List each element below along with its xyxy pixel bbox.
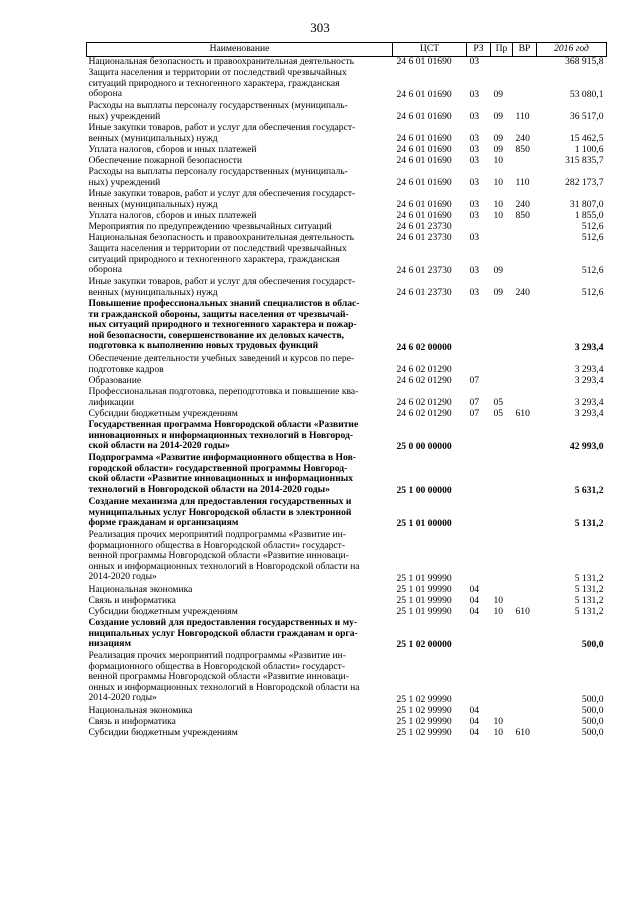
row-vr [513, 618, 537, 651]
row-vr [513, 354, 537, 376]
header-pr: Пр [491, 43, 513, 57]
row-cst: 25 1 01 99990 [396, 584, 452, 596]
row-cst: 25 1 01 99990 [396, 595, 452, 607]
row-cst: 25 1 00 00000 [396, 485, 452, 497]
row-vr [513, 244, 537, 277]
row-name [87, 299, 393, 354]
row-cst: 24 6 02 01290 [396, 364, 452, 376]
row-name-line: ской области «Развитие инновационных и информационных [88, 473, 354, 485]
row-sum: 512,6 [581, 221, 604, 233]
row-sum: 282 173,7 [565, 177, 604, 189]
row-cst: 25 1 02 99990 [396, 694, 452, 706]
row-pr: 10 [493, 606, 504, 618]
row-vr: 110 [515, 111, 530, 123]
row-vr [513, 530, 537, 585]
row-pr: 05 [493, 408, 504, 420]
row-sum: 500,0 [581, 727, 604, 739]
row-rz: 04 [469, 727, 480, 739]
row-sum: 512,6 [581, 232, 604, 244]
row-rz: 03 [469, 89, 480, 101]
row-rz [467, 530, 491, 585]
row-name-line: венных (муниципальных) нужд [88, 286, 218, 298]
row-pr [491, 233, 513, 244]
row-pr: 09 [493, 133, 504, 145]
header-name: Наименование [87, 43, 393, 57]
row-sum: 315 835,7 [565, 155, 604, 167]
row-sum: 5 131,2 [574, 595, 604, 607]
row-rz: 03 [469, 210, 480, 222]
row-sum: 500,0 [581, 716, 604, 728]
table-row [87, 618, 607, 651]
row-sum: 512,6 [581, 287, 604, 299]
row-rz: 03 [469, 56, 480, 68]
row-name-line: Национальная безопасность и правоохранительная деятельность [88, 56, 354, 67]
row-name-line: Связь и информатика [88, 716, 176, 727]
row-rz [467, 354, 491, 376]
table-row [87, 420, 607, 453]
row-vr [513, 387, 537, 409]
row-name-line: Государственная программа Новгородской области «Развитие [88, 419, 359, 430]
row-rz [467, 420, 491, 453]
table-row [87, 123, 607, 145]
row-pr [491, 222, 513, 233]
row-name [87, 618, 393, 651]
row-pr [491, 651, 513, 706]
row-rz: 03 [469, 232, 480, 244]
table-body [87, 57, 607, 740]
row-sum: 368 915,8 [565, 56, 604, 68]
row-cst: 25 1 01 99990 [396, 606, 452, 618]
row-name [87, 277, 393, 299]
row-vr [513, 299, 537, 354]
header-vr: ВР [513, 43, 537, 57]
table-row [87, 530, 607, 585]
row-name-line: ных) учреждений [88, 110, 161, 122]
row-cst: 24 6 01 01690 [396, 56, 452, 68]
row-pr [491, 299, 513, 354]
row-cst: 25 0 00 00000 [396, 441, 452, 453]
row-name-line: Иные закупки товаров, работ и услуг для обеспечения государст- [88, 276, 356, 287]
row-name-line: формационного общества в Новгородской области» государст- [88, 660, 346, 672]
row-sum: 1 855,0 [574, 210, 604, 222]
row-vr: 240 [515, 199, 530, 211]
row-rz [467, 497, 491, 530]
row-cst: 24 6 01 01690 [396, 210, 452, 222]
row-rz: 07 [469, 408, 480, 420]
row-cst: 24 6 01 01690 [396, 199, 452, 211]
row-rz: 03 [469, 111, 480, 123]
row-name-line: Уплата налогов, сборов и иных платежей [88, 210, 257, 221]
row-name-line: оборона [88, 264, 122, 276]
row-pr: 10 [493, 155, 504, 167]
row-name [87, 728, 393, 739]
row-pr: 10 [493, 210, 504, 222]
row-sum: 36 517,0 [569, 111, 604, 123]
row-name-line: Реализация прочих мероприятий подпрограммы «Развитие ин- [88, 529, 346, 540]
table-row [87, 354, 607, 376]
row-name-line: Расходы на выплаты персоналу государственных (муниципаль- [88, 100, 348, 111]
row-name-line: Образование [88, 375, 142, 386]
row-name-line: венной программы Новгородской области «Развитие инноваци- [88, 550, 349, 562]
table-row [87, 244, 607, 277]
row-name-line: подготовке кадров [88, 363, 164, 375]
table-row [87, 68, 607, 101]
row-name-line: формационного общества в Новгородской области» государст- [88, 539, 346, 551]
row-name-line: Национальная экономика [88, 584, 193, 595]
row-name-line: 2014-2020 годы» [88, 571, 157, 583]
row-pr [491, 706, 513, 717]
row-sum: 53 080,1 [569, 89, 604, 101]
row-name-line: онных и информационных технологий в Новгородской области на [88, 681, 360, 693]
row-cst: 24 6 01 23730 [396, 221, 452, 233]
row-rz [467, 299, 491, 354]
row-sum: 500,0 [581, 639, 604, 651]
row-name-line: Иные закупки товаров, работ и услуг для обеспечения государст- [88, 188, 356, 199]
row-rz [467, 453, 491, 497]
row-sum: 3 293,4 [574, 408, 604, 420]
row-vr: 610 [515, 727, 530, 739]
row-name-line: Обеспечение деятельности учебных заведений и курсов по пере- [88, 353, 355, 364]
row-name-line: Субсидии бюджетным учреждениям [88, 606, 238, 617]
row-sum: 5 131,2 [574, 518, 604, 530]
row-pr [491, 453, 513, 497]
row-pr: 09 [493, 111, 504, 123]
row-name-line: ти гражданской обороны, защиты населения от чрезвычай- [88, 308, 349, 320]
row-cst: 25 1 02 00000 [396, 639, 452, 651]
row-name [87, 354, 393, 376]
row-name-line: онных и информационных технологий в Новгородской области на [88, 560, 360, 572]
row-sum: 3 293,4 [574, 375, 604, 387]
row-rz [467, 222, 491, 233]
row-sum: 3 293,4 [574, 364, 604, 376]
row-name-line: технологий в Новгородской области на 2014-2020 годы» [88, 483, 330, 495]
row-sum: 31 807,0 [569, 199, 604, 211]
row-name-line: Национальная безопасность и правоохранительная деятельность [88, 232, 354, 243]
row-vr [513, 156, 537, 167]
row-name-line: низациям [88, 638, 131, 650]
row-rz: 04 [469, 705, 480, 717]
row-cst: 24 6 02 01290 [396, 408, 452, 420]
row-cst: 24 6 01 23730 [396, 232, 452, 244]
row-name-line: Создание условий для предоставления государственных и му- [88, 617, 358, 628]
row-pr [491, 420, 513, 453]
row-name-line: ных) учреждений [88, 176, 161, 188]
row-sum: 3 293,4 [574, 397, 604, 409]
row-name-line: Мероприятия по предупреждению чрезвычайных ситуаций [88, 221, 332, 232]
row-name [87, 167, 393, 189]
row-name-line: форме гражданам и организациям [88, 517, 239, 529]
row-name [87, 387, 393, 409]
row-sum: 5 131,2 [574, 584, 604, 596]
row-name-line: Повышение профессиональных знаний специалистов в облас- [88, 298, 360, 309]
row-rz: 03 [469, 287, 480, 299]
row-name-line: ситуаций природного и техногенного характера, гражданская [88, 77, 340, 89]
row-name-line: Подпрограмма «Развитие информационного общества в Нов- [88, 452, 356, 463]
row-name [87, 123, 393, 145]
row-cst: 25 1 02 99990 [396, 705, 452, 717]
row-pr [491, 376, 513, 387]
row-vr [513, 596, 537, 607]
row-name-line: ской области на 2014-2020 годы» [88, 440, 230, 452]
row-name-line: венных (муниципальных) нужд [88, 132, 218, 144]
row-name-line: Расходы на выплаты персоналу государственных (муниципаль- [88, 166, 348, 177]
table-row [87, 167, 607, 189]
row-name-line: Профессиональная подготовка, переподготовка и повышение ква- [88, 386, 359, 397]
row-cst: 25 1 01 99990 [396, 573, 452, 585]
table-row [87, 497, 607, 530]
row-vr: 110 [515, 177, 530, 189]
row-sum: 42 993,0 [569, 441, 604, 453]
row-pr: 10 [493, 177, 504, 189]
row-name-line: Субсидии бюджетным учреждениям [88, 408, 238, 419]
row-pr: 09 [493, 89, 504, 101]
header-2016: 2016 год [537, 43, 607, 57]
row-pr: 05 [493, 397, 504, 409]
table-row [87, 277, 607, 299]
row-name [87, 453, 393, 497]
row-name-line: инновационных и информационных технологий в Новгород- [88, 429, 354, 441]
row-pr [491, 618, 513, 651]
row-cst: 25 1 02 99990 [396, 727, 452, 739]
table-row [87, 189, 607, 211]
row-cst: 24 6 01 01690 [396, 144, 452, 156]
table-row [87, 728, 607, 739]
row-rz [467, 618, 491, 651]
row-cst: 25 1 02 99990 [396, 716, 452, 728]
row-name [87, 68, 393, 101]
row-name-line: Уплата налогов, сборов и иных платежей [88, 144, 257, 155]
row-pr: 10 [493, 199, 504, 211]
row-name-line: Реализация прочих мероприятий подпрограммы «Развитие ин- [88, 650, 346, 661]
row-pr [491, 497, 513, 530]
row-sum: 1 100,6 [574, 144, 604, 156]
row-name-line: Субсидии бюджетным учреждениям [88, 727, 238, 738]
row-sum: 5 631,2 [574, 485, 604, 497]
row-name-line: Защита населения и территории от последствий чрезвычайных [88, 67, 347, 78]
row-vr [513, 233, 537, 244]
row-name-line: Защита населения и территории от последствий чрезвычайных [88, 243, 347, 254]
row-rz: 03 [469, 199, 480, 211]
row-pr [491, 530, 513, 585]
table-row [87, 453, 607, 497]
page-number: 303 [310, 20, 330, 35]
row-cst: 25 1 01 00000 [396, 518, 452, 530]
row-rz: 04 [469, 716, 480, 728]
row-name-line: Создание механизма для предоставления государственных и [88, 496, 352, 507]
row-vr [513, 497, 537, 530]
row-pr: 10 [493, 595, 504, 607]
row-vr [513, 420, 537, 453]
row-vr [513, 222, 537, 233]
row-rz: 07 [469, 375, 480, 387]
row-name-line: венных (муниципальных) нужд [88, 198, 218, 210]
row-sum: 3 293,4 [574, 342, 604, 354]
row-cst: 24 6 01 01690 [396, 177, 452, 189]
header-rz: РЗ [467, 43, 491, 57]
row-vr [513, 376, 537, 387]
row-sum: 500,0 [581, 694, 604, 706]
row-name-line: Связь и информатика [88, 595, 176, 606]
row-vr [513, 453, 537, 497]
row-name-line: ной безопасности, совершенствование их деловых качеств, [88, 329, 345, 341]
row-cst: 24 6 01 01690 [396, 89, 452, 101]
row-vr [513, 706, 537, 717]
row-name-line: оборона [88, 88, 122, 100]
row-name [87, 530, 393, 585]
row-vr [513, 651, 537, 706]
row-sum: 5 131,2 [574, 606, 604, 618]
row-vr [513, 585, 537, 596]
row-name-line: 2014-2020 годы» [88, 692, 157, 704]
row-name-line: ниципальных услуг Новгородской области гражданам и орга- [88, 627, 358, 639]
row-name [87, 189, 393, 211]
row-sum: 5 131,2 [574, 573, 604, 585]
row-cst: 24 6 01 01690 [396, 133, 452, 145]
row-name-line: Национальная экономика [88, 705, 193, 716]
table-row [87, 299, 607, 354]
row-vr [513, 57, 537, 69]
row-sum: 512,6 [581, 265, 604, 277]
row-vr: 610 [515, 408, 530, 420]
row-rz: 03 [469, 155, 480, 167]
row-rz: 03 [469, 265, 480, 277]
row-cst: 24 6 02 01290 [396, 397, 452, 409]
row-rz [467, 651, 491, 706]
row-rz: 04 [469, 606, 480, 618]
budget-table [86, 42, 607, 739]
row-pr: 09 [493, 265, 504, 277]
row-rz: 03 [469, 177, 480, 189]
row-name-line: венной программы Новгородской области «Развитие инноваци- [88, 671, 349, 683]
row-vr [513, 717, 537, 728]
header-cst: ЦСТ [393, 43, 467, 57]
row-name-line: городской области» государственной программы Новгород- [88, 462, 348, 474]
table-header [87, 43, 607, 57]
row-name [87, 101, 393, 123]
row-vr: 240 [515, 287, 530, 299]
table-row [87, 387, 607, 409]
row-vr: 610 [515, 606, 530, 618]
row-vr [513, 68, 537, 101]
row-name [87, 651, 393, 706]
row-cst: 24 6 01 23730 [396, 287, 452, 299]
row-name-line: ных ситуаций природного и техногенного характера и пожар- [88, 319, 357, 331]
row-name-line: ситуаций природного и техногенного характера, гражданская [88, 253, 340, 265]
row-name-line: муниципальных услуг Новгородской области в электронной [88, 506, 352, 518]
row-rz: 07 [469, 397, 480, 409]
table-row [87, 101, 607, 123]
row-rz: 03 [469, 133, 480, 145]
row-cst: 24 6 01 23730 [396, 265, 452, 277]
row-sum: 15 462,5 [569, 133, 604, 145]
row-rz: 04 [469, 584, 480, 596]
row-rz: 03 [469, 144, 480, 156]
row-pr: 10 [493, 716, 504, 728]
row-cst: 24 6 02 00000 [396, 342, 452, 354]
row-rz: 04 [469, 595, 480, 607]
row-name-line: Иные закупки товаров, работ и услуг для обеспечения государст- [88, 122, 356, 133]
row-name-line: подготовка к выполнению новых трудовых функций [88, 340, 319, 352]
row-pr [491, 354, 513, 376]
row-pr [491, 57, 513, 69]
row-cst: 24 6 02 01290 [396, 375, 452, 387]
table-row [87, 651, 607, 706]
row-name [87, 420, 393, 453]
row-sum: 500,0 [581, 705, 604, 717]
row-pr: 09 [493, 287, 504, 299]
row-name-line: лификации [88, 396, 134, 408]
row-vr: 240 [515, 133, 530, 145]
row-cst: 24 6 01 01690 [396, 155, 452, 167]
row-pr: 10 [493, 727, 504, 739]
row-name [87, 497, 393, 530]
row-pr: 09 [493, 144, 504, 156]
row-name-line: Обеспечение пожарной безопасности [88, 155, 243, 166]
row-name [87, 244, 393, 277]
row-cst: 24 6 01 01690 [396, 111, 452, 123]
row-pr [491, 585, 513, 596]
row-vr: 850 [515, 144, 530, 156]
row-vr: 850 [515, 210, 530, 222]
